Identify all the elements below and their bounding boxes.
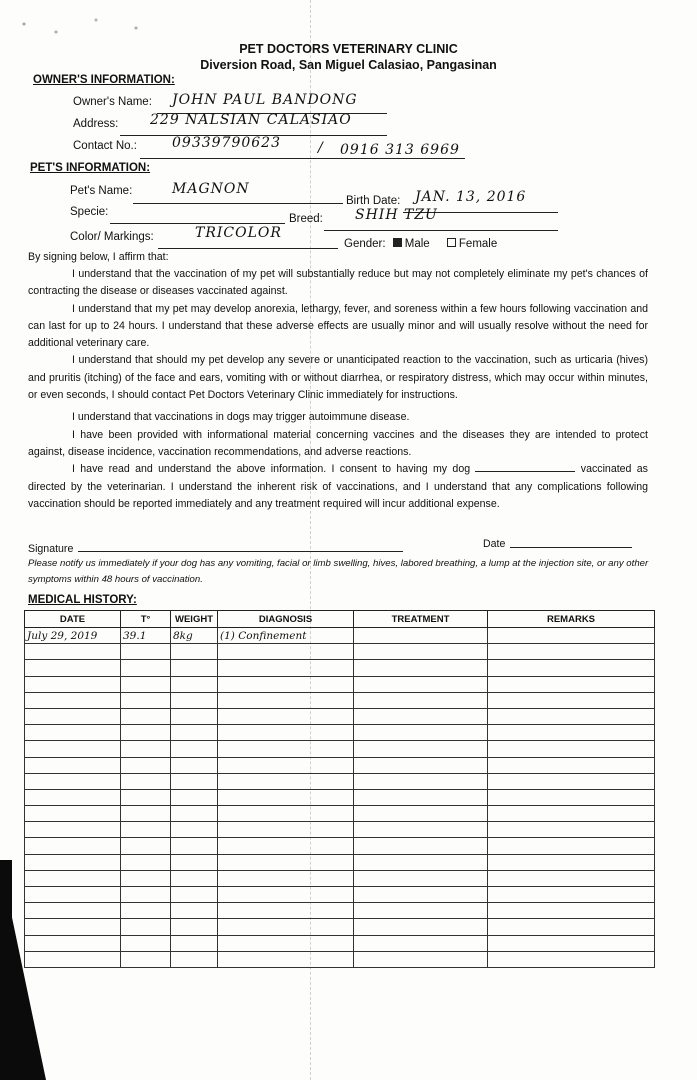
pet-section-title: PET'S INFORMATION: xyxy=(30,162,151,174)
cell-date[interactable] xyxy=(25,741,121,757)
cell-diagnosis[interactable] xyxy=(218,870,354,886)
cell-weight[interactable] xyxy=(171,951,218,967)
color-value[interactable]: TRICOLOR xyxy=(195,225,282,241)
cell-temperature[interactable] xyxy=(121,822,171,838)
cell-remarks[interactable] xyxy=(488,757,655,773)
cell-weight[interactable] xyxy=(171,773,218,789)
cell-treatment[interactable] xyxy=(354,741,488,757)
cell-remarks[interactable] xyxy=(488,951,655,967)
cell-treatment[interactable] xyxy=(354,806,488,822)
cell-remarks[interactable] xyxy=(488,692,655,708)
cell-remarks[interactable] xyxy=(488,741,655,757)
cell-treatment[interactable] xyxy=(354,903,488,919)
contact-value-1[interactable]: 09339790623 xyxy=(172,135,281,151)
contact-separator: / xyxy=(318,140,324,156)
cell-weight[interactable] xyxy=(171,692,218,708)
specie-label: Specie: xyxy=(70,206,109,218)
cell-treatment[interactable] xyxy=(354,660,488,676)
cell-diagnosis[interactable] xyxy=(218,660,354,676)
cell-treatment[interactable] xyxy=(354,757,488,773)
col-remarks: REMARKS xyxy=(488,611,655,628)
cell-diagnosis[interactable]: (1) Confinement xyxy=(218,628,354,644)
cell-date[interactable] xyxy=(25,838,121,854)
table-row xyxy=(25,660,655,676)
col-diagnosis: DIAGNOSIS xyxy=(218,611,354,628)
cell-weight[interactable] xyxy=(171,838,218,854)
cell-date[interactable] xyxy=(25,660,121,676)
cell-temperature[interactable] xyxy=(121,692,171,708)
cell-weight[interactable] xyxy=(171,935,218,951)
cell-remarks[interactable] xyxy=(488,708,655,724)
cell-temperature[interactable] xyxy=(121,903,171,919)
cell-weight[interactable] xyxy=(171,741,218,757)
table-row xyxy=(25,870,655,886)
cell-diagnosis[interactable] xyxy=(218,854,354,870)
contact-value-2[interactable]: 0916 313 6969 xyxy=(340,142,460,158)
cell-remarks[interactable] xyxy=(488,838,655,854)
cell-remarks[interactable] xyxy=(488,919,655,935)
consent-paragraph-5: I have been provided with informational material concerning vaccines and the diseases they are intended to protect against, disease incidence, vaccination recommendations, and adverse reactions. xyxy=(28,428,648,458)
cell-remarks[interactable] xyxy=(488,676,655,692)
owner-name-value[interactable]: JOHN PAUL BANDONG xyxy=(172,92,358,108)
cell-treatment[interactable] xyxy=(354,692,488,708)
cell-date[interactable]: July 29, 2019 xyxy=(25,628,121,644)
cell-temperature[interactable] xyxy=(121,644,171,660)
cell-diagnosis[interactable] xyxy=(218,806,354,822)
cell-remarks[interactable] xyxy=(488,644,655,660)
cell-weight[interactable] xyxy=(171,676,218,692)
owner-name-label: Owner's Name: xyxy=(73,96,152,108)
cell-diagnosis[interactable] xyxy=(218,919,354,935)
table-row xyxy=(25,628,655,644)
table-row xyxy=(25,919,655,935)
cell-remarks[interactable] xyxy=(488,822,655,838)
cell-temperature[interactable] xyxy=(121,951,171,967)
cell-weight[interactable] xyxy=(171,887,218,903)
consent-paragraph-6 xyxy=(28,461,648,513)
cell-temperature[interactable] xyxy=(121,919,171,935)
consent-paragraph-1: I understand that the vaccination of my pet will substantially reduce but may not completely eliminate my pet's chances of contracting the disease or diseases vaccinated against. xyxy=(28,268,648,298)
date-label: Date xyxy=(483,538,506,550)
table-row xyxy=(25,692,655,708)
cell-weight[interactable] xyxy=(171,903,218,919)
date-line[interactable] xyxy=(510,537,632,548)
gender-field xyxy=(344,238,497,250)
cell-weight[interactable]: 8kg xyxy=(171,628,218,644)
cell-weight[interactable] xyxy=(171,725,218,741)
color-label: Color/ Markings: xyxy=(70,231,154,243)
specie-line xyxy=(110,209,285,224)
table-row xyxy=(25,854,655,870)
cell-diagnosis[interactable] xyxy=(218,887,354,903)
cell-weight[interactable] xyxy=(171,757,218,773)
table-row xyxy=(25,644,655,660)
cell-diagnosis[interactable] xyxy=(218,741,354,757)
address-value[interactable]: 229 NALSIAN CALASIAO xyxy=(150,112,352,128)
cell-diagnosis[interactable] xyxy=(218,692,354,708)
cell-treatment[interactable] xyxy=(354,773,488,789)
cell-treatment[interactable] xyxy=(354,951,488,967)
cell-treatment[interactable] xyxy=(354,822,488,838)
pet-name-label: Pet's Name: xyxy=(70,185,133,197)
cell-weight[interactable] xyxy=(171,789,218,805)
signature-line[interactable] xyxy=(78,541,403,552)
cell-diagnosis[interactable] xyxy=(218,951,354,967)
cell-treatment[interactable] xyxy=(354,789,488,805)
dog-name-blank[interactable] xyxy=(475,462,575,472)
cell-treatment[interactable] xyxy=(354,919,488,935)
clinic-name: PET DOCTORS VETERINARY CLINIC xyxy=(239,42,458,56)
cell-date[interactable] xyxy=(25,708,121,724)
cell-remarks[interactable] xyxy=(488,628,655,644)
cell-treatment[interactable] xyxy=(354,838,488,854)
cell-date[interactable] xyxy=(25,789,121,805)
cell-diagnosis[interactable] xyxy=(218,676,354,692)
cell-temperature[interactable] xyxy=(121,773,171,789)
notice-text: Please notify us immediately if your dog has any vomiting, facial or limb swelling, hives, labored breathing, a lump at the injection site, or any other symptoms within 48 hours of vaccination. xyxy=(28,558,649,585)
birth-date-label: Birth Date: xyxy=(346,195,401,207)
table-row xyxy=(25,806,655,822)
owner-section-title: OWNER'S INFORMATION: xyxy=(33,74,175,86)
table-row xyxy=(25,838,655,854)
cell-treatment[interactable] xyxy=(354,854,488,870)
gender-male-label: Male xyxy=(404,238,430,250)
cell-diagnosis[interactable] xyxy=(218,838,354,854)
cell-weight[interactable] xyxy=(171,644,218,660)
table-row xyxy=(25,789,655,805)
cell-temperature[interactable] xyxy=(121,935,171,951)
cell-date[interactable] xyxy=(25,676,121,692)
cell-diagnosis[interactable] xyxy=(218,773,354,789)
birth-date-value[interactable]: JAN. 13, 2016 xyxy=(415,189,527,205)
consent-body xyxy=(28,266,648,513)
table-header-row xyxy=(25,611,655,628)
cell-date[interactable] xyxy=(25,725,121,741)
table-row xyxy=(25,822,655,838)
cell-diagnosis[interactable] xyxy=(218,725,354,741)
cell-remarks[interactable] xyxy=(488,725,655,741)
cell-remarks[interactable] xyxy=(488,660,655,676)
address-label: Address: xyxy=(73,118,119,130)
cell-remarks[interactable] xyxy=(488,870,655,886)
cell-weight[interactable] xyxy=(171,822,218,838)
cell-diagnosis[interactable] xyxy=(218,903,354,919)
consent-intro: By signing below, I affirm that: xyxy=(28,251,169,263)
table-row xyxy=(25,708,655,724)
cell-diagnosis[interactable] xyxy=(218,708,354,724)
cell-treatment[interactable] xyxy=(354,644,488,660)
cell-date[interactable] xyxy=(25,644,121,660)
cell-weight[interactable] xyxy=(171,854,218,870)
table-row xyxy=(25,676,655,692)
consent-paragraph-2: I understand that my pet may develop anorexia, lethargy, fever, and soreness within a few hours following vaccination and can last for up to 24 hours. I understand that these adverse effects are usually minor and will usually resolve without the need for additional veterinary care. xyxy=(28,302,648,350)
table-row xyxy=(25,887,655,903)
cell-temperature[interactable] xyxy=(121,676,171,692)
col-weight: WEIGHT xyxy=(171,611,218,628)
consent-paragraph-4: I understand that vaccinations in dogs may trigger autoimmune disease. xyxy=(72,411,410,424)
cell-weight[interactable] xyxy=(171,870,218,886)
cell-remarks[interactable] xyxy=(488,887,655,903)
table-row xyxy=(25,773,655,789)
col-temperature: T° xyxy=(121,611,171,628)
cell-remarks[interactable] xyxy=(488,854,655,870)
cell-treatment[interactable] xyxy=(354,628,488,644)
cell-remarks[interactable] xyxy=(488,935,655,951)
cell-remarks[interactable] xyxy=(488,903,655,919)
gender-label: Gender: xyxy=(344,238,386,250)
cell-date[interactable] xyxy=(25,692,121,708)
cell-remarks[interactable] xyxy=(488,773,655,789)
cell-temperature[interactable]: 39.1 xyxy=(121,628,171,644)
col-date: DATE xyxy=(25,611,121,628)
cell-weight[interactable] xyxy=(171,806,218,822)
cell-treatment[interactable] xyxy=(354,935,488,951)
table-row xyxy=(25,725,655,741)
cell-temperature[interactable] xyxy=(121,708,171,724)
cell-date[interactable] xyxy=(25,773,121,789)
scan-shadow-strip xyxy=(0,860,12,940)
cell-weight[interactable] xyxy=(171,919,218,935)
cell-diagnosis[interactable] xyxy=(218,935,354,951)
cell-treatment[interactable] xyxy=(354,870,488,886)
contact-label: Contact No.: xyxy=(73,140,137,152)
cell-diagnosis[interactable] xyxy=(218,789,354,805)
medical-history-table xyxy=(24,610,655,968)
breed-label: Breed: xyxy=(289,213,323,225)
table-row xyxy=(25,951,655,967)
cell-remarks[interactable] xyxy=(488,789,655,805)
pet-name-value[interactable]: MAGNON xyxy=(172,181,250,197)
cell-treatment[interactable] xyxy=(354,676,488,692)
cell-weight[interactable] xyxy=(171,660,218,676)
cell-temperature[interactable] xyxy=(121,887,171,903)
signature-label: Signature xyxy=(28,543,74,555)
cell-temperature[interactable] xyxy=(121,789,171,805)
table-row xyxy=(25,935,655,951)
table-row xyxy=(25,757,655,773)
cell-weight[interactable] xyxy=(171,708,218,724)
cell-temperature[interactable] xyxy=(121,660,171,676)
cell-treatment[interactable] xyxy=(354,887,488,903)
cell-date[interactable] xyxy=(25,822,121,838)
cell-temperature[interactable] xyxy=(121,838,171,854)
cell-diagnosis[interactable] xyxy=(218,757,354,773)
cell-temperature[interactable] xyxy=(121,854,171,870)
cell-temperature[interactable] xyxy=(121,725,171,741)
gender-female-label: Female xyxy=(458,238,498,250)
cell-temperature[interactable] xyxy=(121,870,171,886)
cell-remarks[interactable] xyxy=(488,806,655,822)
gender-female-checkbox[interactable] xyxy=(447,238,456,247)
cell-diagnosis[interactable] xyxy=(218,822,354,838)
table-row xyxy=(25,741,655,757)
medical-history-body xyxy=(25,628,655,968)
cell-temperature[interactable] xyxy=(121,741,171,757)
breed-value[interactable]: SHIH TZU xyxy=(355,207,438,223)
cell-treatment[interactable] xyxy=(354,725,488,741)
clinic-address: Diversion Road, San Miguel Calasiao, Pangasinan xyxy=(200,58,497,72)
gender-male-checkbox[interactable] xyxy=(393,238,402,247)
consent-paragraph-6a: I have read and understand the above information. I consent to having my dog xyxy=(72,463,471,476)
table-row xyxy=(25,903,655,919)
cell-treatment[interactable] xyxy=(354,708,488,724)
col-treatment: TREATMENT xyxy=(354,611,488,628)
consent-paragraph-6b: vaccinated as directed by the veterinarian. I understand the inherent risk of vaccinations, and I understand that any complications following vaccination should be reported immediately and any treatment required will incur additional expense. xyxy=(28,463,648,510)
cell-temperature[interactable] xyxy=(121,757,171,773)
cell-temperature[interactable] xyxy=(121,806,171,822)
cell-date[interactable] xyxy=(25,757,121,773)
cell-diagnosis[interactable] xyxy=(218,644,354,660)
cell-date[interactable] xyxy=(25,806,121,822)
medical-history-title: MEDICAL HISTORY: xyxy=(28,594,137,606)
consent-paragraph-3: I understand that should my pet develop any severe or unanticipated reaction to the vaccination, such as urticaria (hives) and pruritis (itching) of the face and ears, vomiting with or without diarrhea, or respiratory distress, which may occur within minutes, or even seconds, I should contact Pet Doctors Veterinary Clinic immediately for instructions. xyxy=(28,354,648,402)
